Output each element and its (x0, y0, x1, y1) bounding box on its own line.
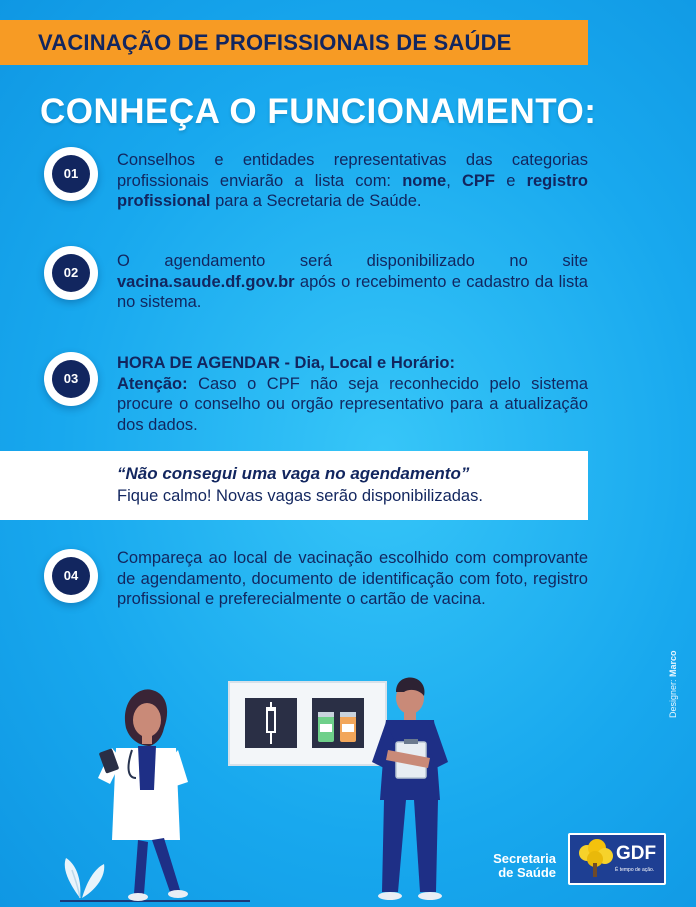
doctor-illustration (98, 689, 188, 901)
step-01-badge (44, 147, 98, 201)
step-number: 01 (52, 155, 90, 193)
gdf-logo (568, 833, 666, 885)
step-02-badge (44, 246, 98, 300)
plant-icon (65, 858, 104, 898)
ipe-tree-icon (573, 837, 617, 881)
note-question: “Não consegui uma vaga no agendamento” (117, 464, 470, 483)
step-04-text: Compareça ao local de vacinação escolhido com comprovante de agendamento, documento de identificação com foto, registro profissional e preferecialmente o cartão de vacina. (117, 549, 588, 608)
step-03-heading: HORA DE AGENDAR - Dia, Local e Horário: (117, 354, 455, 372)
note-answer: Fique calmo! Novas vagas serão disponibilizadas. (117, 487, 483, 505)
step-number: 04 (52, 557, 90, 595)
step-03-text: HORA DE AGENDAR - Dia, Local e Horário: Atenção: Caso o CPF não seja reconhecido pelo sistema procure o conselho ou orgão representativo para a atualização dos dados. (117, 354, 588, 434)
step-02-text: O agendamento será disponibilizado no site vacina.saude.df.gov.br após o recebimento e cadastro da lista no sistema. (117, 252, 588, 311)
secretaria-saude-logo: Secretaria de Saúde (493, 851, 556, 880)
designer-credit: Designer: Marco (668, 650, 678, 718)
step-number: 03 (52, 360, 90, 398)
step-03-badge (44, 352, 98, 406)
step-04-badge (44, 549, 98, 603)
banner-title: VACINAÇÃO DE PROFISSIONAIS DE SAÚDE (38, 30, 512, 55)
gdf-tagline: É tempo de ação. (615, 867, 655, 873)
step-number: 02 (52, 254, 90, 292)
gdf-text: GDF (616, 843, 657, 864)
page-headline: CONHEÇA O FUNCIONAMENTO: (40, 92, 597, 131)
step-01-text: Conselhos e entidades representativas das categorias profissionais enviarão a lista com: nome, CPF e registro profissional para a Secretaria de Saúde. (117, 151, 589, 210)
info-note-box (0, 451, 588, 520)
title-banner (0, 20, 588, 65)
